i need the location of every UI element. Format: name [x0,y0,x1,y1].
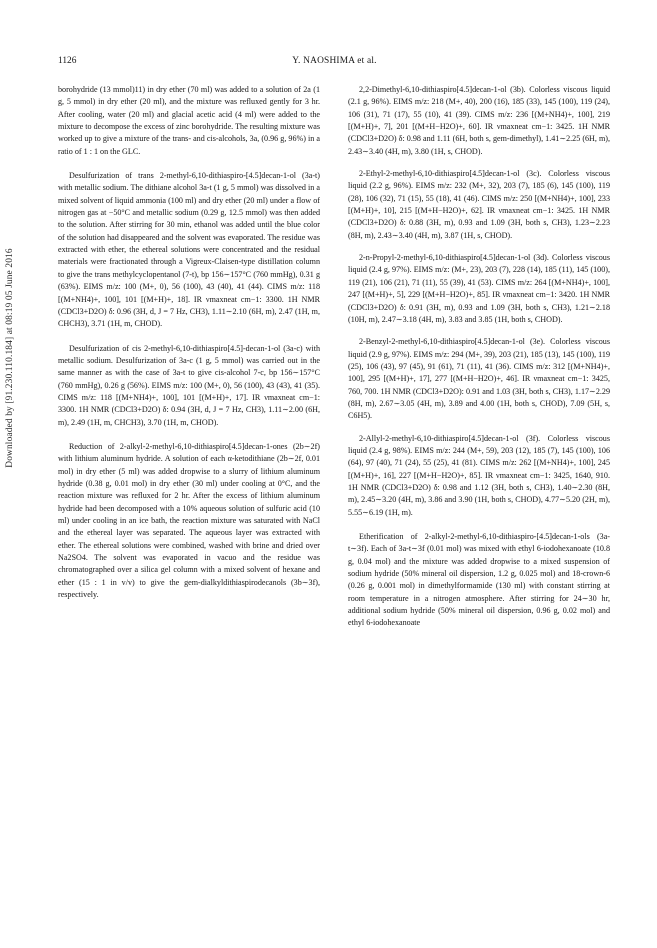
download-note: Downloaded by [91.230.110.184] at 08:19 05 June 2016 [5,248,15,468]
running-head: Y. NAOSHIMA et al. [292,56,377,66]
download-watermark [3,88,17,628]
paragraph-etherification: Etherification of 2-alkyl-2-methyl-6,10-dithiaspiro-[4.5]decan-1-ols (3a-t∼3f). Each of 3a-t∼3f (0.01 mol) was mixed with ethyl 6-iodohexanoate (10.8 g, 0.04 mol) and the mixture was added dropwise to a mixed suspension of sodium hydride (50% mineral oil dispersion, 1.2 g, 0.025 mol) and 18-crown-6 (0.26 g, 0.001 mol) in dimethylformamide (130 ml) with constant stirring at room temperature in a nitrogen atmosphere. After stirring for 24∼30 hr, additional sodium hydride (50% mineral oil dispersion, 0.96 g, 0.02 mol) and ethyl 6-iodohexanoate [348,532,610,628]
paragraph-desulfurization-cis: Desulfurization of cis 2-methyl-6,10-dithiaspiro[4.5]-decan-1-ol (3a-c) with metallic sodium. Desulfurization of 3a-c (1 g, 5 mmol) was carried out in the same manner as with the case of 3a-t to give cis-alcohol 7-c, bp 156∼157°C (760 mmHg), 0.26 g (56%). EIMS m/z: 100 (M+, 0), 56 (100), 43 (43), 41 (35). CIMS m/z: 118 [(M+NH4)+, 100], 101 [(M+H)+, 17]. IR νmaxneat cm−1: 3300. 1H NMR (CDCl3+D2O) δ: 0.94 (3H, d, J = 7 Hz, CH3), 1.11∼2.00 (6H, m), 2.49 (1H, m, CHCH3), 3.70 (1H, m, CHOD). [58,343,320,427]
left-column [58,84,320,601]
paragraph-compound-3b: 2,2-Dimethyl-6,10-dithiaspiro[4.5]decan-1-ol (3b). Colorless viscous liquid (2.1 g, 96%). EIMS m/z: 218 (M+, 40), 200 (16), 185 (33), 145 (100), 119 (24), 106 (31), 71 (17), 55 (10), 41 (39). CIMS m/z: 236 [(M+NH4)+, 100], 219 [(M+H)+, 7], 201 [(M+H−H2O)+, 60]. IR νmaxneat cm−1: 3425. 1H NMR (CDCl3+D2O) δ: 0.98 and 1.11 (6H, both s, gem-dimethyl), 1.41∼2.25 (6H, m), 2.43∼3.40 (4H, m), 3.80 (1H, s, CHOD). [348,85,610,156]
right-column [348,84,610,630]
paragraph-borohydride-reduction: borohydride (13 mmol)11) in dry ether (70 ml) was added to a solution of 2a (1 g, 5 mmol) in dry ether (20 ml), and the mixture was refluxed gently for 3 hr. After cooling, water (20 ml) and glacial acetic acid (4 ml) were added to the mixture to decompose the excess of zinc borohydride. The resulting mixture was worked up to give a mixture of the trans- and cis-alcohols, 3a, (0.96 g, 96%) in a ratio of 1 : 1 on the GLC. [58,85,320,156]
paragraph-compound-3f: 2-Allyl-2-methyl-6,10-dithiaspiro[4.5]decan-1-ol (3f). Colorless viscous liquid (2.4 g, 98%). EIMS m/z: 244 (M+, 59), 203 (12), 185 (7), 145 (100), 106 (64), 97 (40), 71 (24), 55 (25), 41 (81). CIMS m/z: 262 [(M+NH4)+, 100], 245 [(M+H)+, 16], 227 [(M+H−H2O)+, 85]. IR νmaxneat cm−1: 3425, 1640, 910. 1H NMR (CDCl3+D2O) δ: 0.98 and 1.12 (3H, both s, CH3), 1.40∼2.30 (8H, m), 2.45∼3.20 (4H, m), 3.86 and 3.90 (1H, both s, CHOD), 4.77∼5.20 (2H, m), 5.55∼6.19 (1H, m). [348,433,610,517]
paragraph-compound-3c: 2-Ethyl-2-methyl-6,10-dithiaspiro[4.5]decan-1-ol (3c). Colorless viscous liquid (2.2 g, 96%). EIMS m/z: 232 (M+, 32), 203 (7), 185 (6), 145 (100), 119 (28), 106 (32), 71 (15), 55 (18), 41 (46). CIMS m/z: 250 [(M+NH4)+, 100], 233 [(M+H)+, 10], 215 [(M+H−H2O)+, 62]. IR νmaxneat cm−1: 3425. 1H NMR (CDCl3+D2O) δ: 0.88 (3H, m), 0.93 and 1.09 (3H, both s, CH3), 1.23∼2.23 (8H, m), 2.43∼3.40 (4H, m), 3.87 (1H, s, CHOD). [348,169,610,240]
page-number: 1126 [58,56,77,66]
paragraph-lah-reduction: Reduction of 2-alkyl-2-methyl-6,10-dithiaspiro[4.5]decan-1-ones (2b∼2f) with lithium aluminum hydride. A solution of each α-ketodithiane (2b∼2f, 0.01 mol) in dry ether (5 ml) was added dropwise to a slurry of lithium aluminum hydride (0.38 g, 0.01 mol) in dry ether (30 ml) under cooling at 0°C, and the reaction mixture was refluxed for 2 hr. After the excess of lithium aluminum hydride had been decomposed with a 10% aqueous solution of sulfuric acid (10 ml) under cooling in an ice bath, the reaction mixture was saturated with NaCl and the ethereal layer was separated. The aqueous layer was extracted with ether. The ethereal solutions were combined, washed with brine and dried over Na2SO4. The solvent was evaporated in vacuo and the residue was chromatographed over a silica gel column with a mixed solvent of hexane and ether (15 : 1 in v/v) to give the gem-dialkyldithiaspirodecanols (3b∼3f), respectively. [58,441,320,600]
paragraph-desulfurization-trans: Desulfurization of trans 2-methyl-6,10-dithiaspiro-[4.5]decan-1-ol (3a-t) with metallic sodium. The dithiane alcohol 3a-t (1 g, 5 mmol) was dissolved in a mixed solvent of liquid ammonia (100 ml) and dry ether (20 ml) under a flow of nitrogen gas at −50°C and metallic sodium (0.29 g, 12.5 mmol) was then added to the solution. After stirring for 30 min, ethanol was added until the blue color of the solution had disappeared and the solvent was evaporated. The residue was extracted with ether, the ethereal solutions were concentrated and the residual materials were fractionated through a Vigreux-Claisen-type distillation column to give the trans methylcyclopentanol (7-t), bp 156∼157°C (760 mmHg), 0.31 g (63%). EIMS m/z: 100 (M+, 0), 56 (100), 43 (40), 41 (44). CIMS m/z: 118 [(M+NH4)+, 100], 101 [(M+H)+, 18]. IR νmaxneat cm−1: 3300. 1H NMR (CDCl3+D2O) δ: 0.96 (3H, d, J = 7 Hz, CH3), 1.11∼2.10 (6H, m), 2.47 (1H, m, CHCH3), 3.71 (1H, m, CHOD). [58,171,320,329]
paragraph-compound-3e: 2-Benzyl-2-methyl-6,10-dithiaspiro[4.5]decan-1-ol (3e). Colorless viscous liquid (2.9 g, 97%). EIMS m/z: 294 (M+, 39), 203 (21), 185 (13), 145 (100), 119 (25), 106 (43), 97 (45), 91 (61), 71 (11), 41 (36). CIMS m/z: 312 [(M+NH4)+, 100], 295 [(M+H)+, 17], 277 [(M+H−H2O)+, 46]. IR νmaxneat cm−1: 3425, 760, 700. 1H NMR (CDCl3+D2O): 0.91 and 1.03 (3H, both s, CH3), 1.17∼2.29 (8H, m), 2.67∼3.05 (4H, m), 3.89 and 4.00 (1H, both s, CHOD), 7.09 (5H, s, C6H5). [348,337,610,421]
running-header [58,56,611,70]
paragraph-compound-3d: 2-n-Propyl-2-methyl-6,10-dithiaspiro[4.5]decan-1-ol (3d). Colorless viscous liquid (2.4 g, 97%). EIMS m/z: (M+, 23), 203 (7), 228 (14), 185 (11), 145 (100), 119 (21), 106 (21), 71 (11), 55 (39), 41 (53). CIMS m/z: 264 [(M+NH4)+, 100], 247 [(M+H)+, 5], 229 [(M+H−H2O)+, 85]. IR νmaxneat cm−1: 3420. 1H NMR (CDCl3+D2O) δ: 0.91 (3H, m), 0.93 and 1.09 (3H, both s, CH3), 1.21∼2.18 (10H, m), 2.47∼3.18 (4H, m), 3.83 and 3.85 (1H, both s, CHOD). [348,253,610,324]
